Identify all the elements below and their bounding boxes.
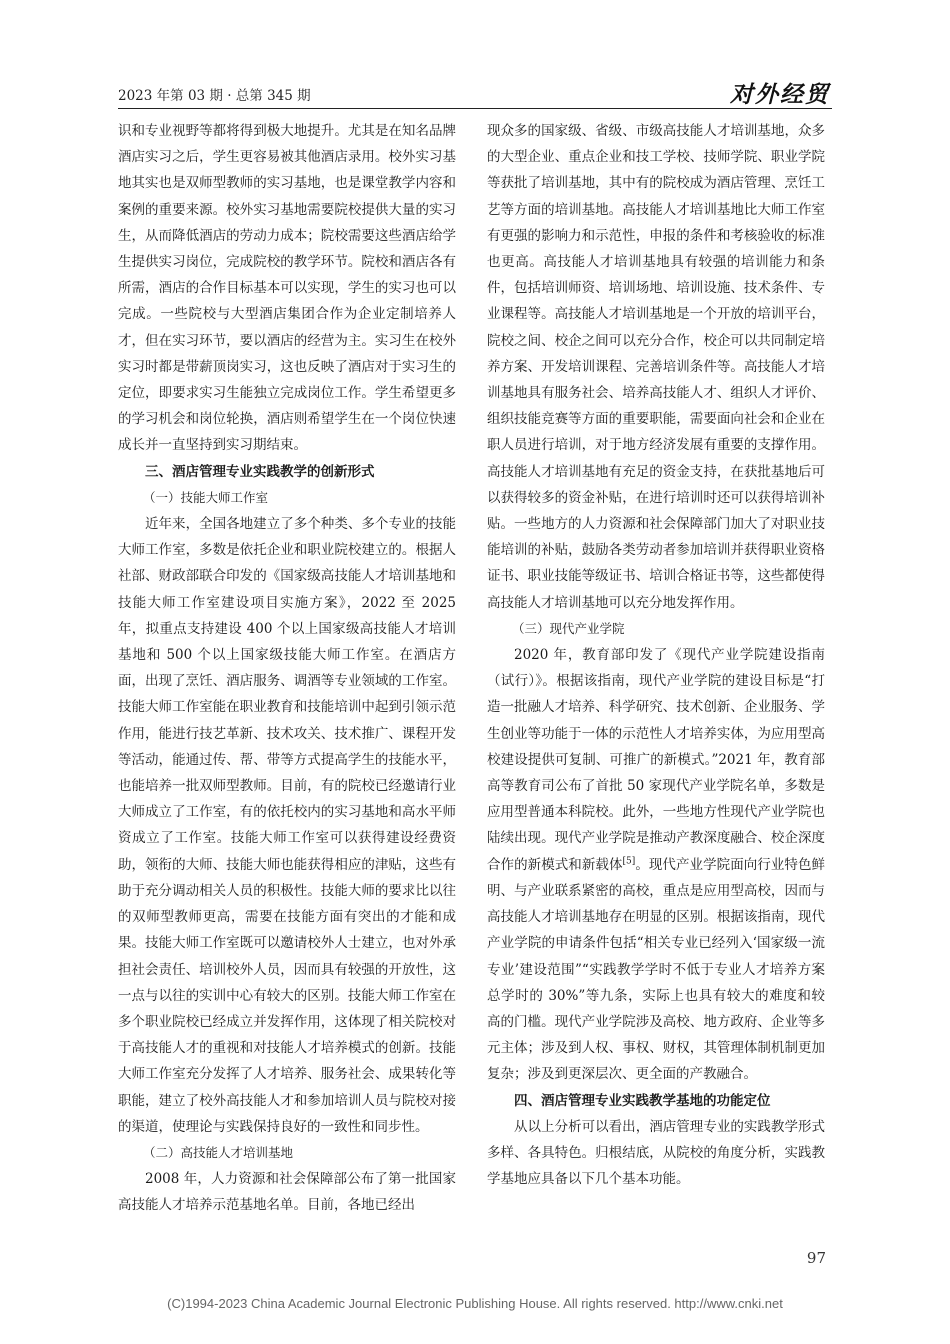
section-heading-4: 四、酒店管理专业实践教学基地的功能定位 (514, 1092, 771, 1109)
subsection-heading-2: （二）高技能人才培训基地 (143, 1144, 294, 1160)
paragraph-text: 。现代产业学院面向行业特色鲜明、与产业联系紧密的高校，重点是应用型高校，因而与高技能人才培训基地存在明显的区别。根据该指南，现代产业学院的申请条件包括“相关专业已经列入‘国家级一流专业’建设范围”“实践教学学时不低于专业人才培养方案总学时的 30%”等九条，实际上也具有较大的难度和较高的门槛。现代产业学院涉及高校、地方政府、企业等多元主体；涉及到人权、事权、财权，其管理体制机制更加复杂；涉及到更深层次、更全面的产教融合。 (487, 856, 826, 1083)
paragraph: 从以上分析可以看出，酒店管理专业的实践教学形式多样、各具特色。归根结底，从院校的角度分析，实践教学基地应具备以下几个基本功能。 (487, 1118, 825, 1188)
left-column (118, 118, 456, 1219)
header-divider (118, 108, 832, 109)
right-column (487, 118, 825, 1192)
reference-marker[interactable]: [5] (622, 856, 636, 867)
paragraph: 现众多的国家级、省级、市级高技能人才培训基地，众多的大型企业、重点企业和技工学校、技师学院、职业学院等获批了培训基地，其中有的院校成为酒店管理、烹饪工艺等方面的培训基地。高技能人才培训基地比大师工作室有更强的影响力和示范性，申报的条件和考核验收的标准也更高。高技能人才培训基地具有较强的培训能力和条件，包括培训师资、培训场地、培训设施、技术条件、专业课程等。高技能人才培训基地是一个开放的培训平台，院校之间、校企之间可以充分合作，校企可以共同制定培养方案、开发培训课程、完善培训条件等。高技能人才培训基地具有服务社会、培养高技能人才、组织人才评价、组织技能竞赛等方面的重要职能，需要面向社会和企业在职人员进行培训，对于地方经济发展有重要的支撑作用。高技能人才培训基地有充足的资金支持，在获批基地后可以获得较多的资金补贴，在进行培训时还可以获得培训补贴。一些地方的人力资源和社会保障部门加大了对职业技能培训的补贴，鼓励各类劳动者参加培训并获得职业资格证书、职业技能等级证书、培训合格证书等，这些都使得高技能人才培训基地可以充分地发挥作用。 (487, 123, 825, 611)
paragraph (487, 642, 825, 1087)
paragraph: 近年来，全国各地建立了多个种类、多个专业的技能大师工作室，多数是依托企业和职业院校建立的。根据人社部、财政部联合印发的《国家级高技能人才培训基地和技能大师工作室建设项目实施方案》，2022 至 2025 年，拟重点支持建设 400 个以上国家级高技能人才培训基地和 500 个以上国家级技能大师工作室。在酒店方面，出现了烹饪、酒店服务、调酒等专业领域的工作室。技能大师工作室能在职业教育和技能培训中起到引领示范作用，能进行技艺革新、技术攻关、技术推广、课程开发等活动，能通过传、帮、带等方式提高学生的技能水平，也能培养一批双师型教师。目前，有的院校已经邀请行业大师成立了工作室，有的依托校内的实习基地和高水平师资成立了工作室。技能大师工作室可以获得建设经费资助，领衔的大师、技能大师也能获得相应的津贴，这些有助于充分调动相关人员的积极性。技能大师的要求比以往的双师型教师更高，需要在技能方面有突出的才能和成果。技能大师工作室既可以邀请校外人士建立，也对外承担社会责任、培训校外人员，因而具有较强的开放性，这一点与以往的实训中心有较大的区别。技能大师工作室在多个职业院校已经成立并发挥作用，这体现了相关院校对于高技能人才的重视和对技能人才培养模式的创新。技能大师工作室充分发挥了人才培养、服务社会、成果转化等职能，建立了校外高技能人才和参加培训人员与院校对接的渠道，使理论与实践保持良好的一致性和同步性。 (118, 516, 456, 1135)
subsection-heading-1: （一）技能大师工作室 (143, 489, 269, 505)
paragraph: 2008 年，人力资源和社会保障部公布了第一批国家高技能人才培养示范基地名单。目前，各地已经出 (118, 1171, 456, 1214)
paragraph-text: 2020 年，教育部印发了《现代产业学院建设指南（试行）》。根据该指南，现代产业学院的建设目标是“打造一批融人才培养、科学研究、技术创新、企业服务、学生创业等功能于一体的示范性人才培养实体，为应用型高校建设提供可复制、可推广的新模式。”2021 年，教育部高等教育司公布了首批 50 家现代产业学院名单，多数是应用型普通本科院校。此外，一些地方性现代产业学院也陆续出现。现代产业学院是推动产教深度融合、校企深度合作的新模式和新载体 (487, 647, 825, 873)
issue-info: 2023 年第 03 期 · 总第 345 期 (118, 88, 311, 104)
subsection-heading-3: （三）现代产业学院 (512, 620, 625, 636)
copyright-footer: (C)1994-2023 China Academic Journal Electronic Publishing House. All rights reserved. http://www.cnki.net (167, 1296, 783, 1311)
section-heading-3: 三、酒店管理专业实践教学的创新形式 (145, 463, 375, 480)
paragraph: 识和专业视野等都将得到极大地提升。尤其是在知名品牌酒店实习之后，学生更容易被其他酒店录用。校外实习基地其实也是双师型教师的实习基地，也是课堂教学内容和案例的重要来源。校外实习基地需要院校提供大量的实习生，从而降低酒店的劳动力成本；院校需要这些酒店给学生提供实习岗位，完成院校的教学环节。院校和酒店各有所需，酒店的合作目标基本可以实现，学生的实习也可以完成。一些院校与大型酒店集团合作为企业定制培养人才，但在实习环节，要以酒店的经营为主。实习生在校外实习时都是带薪顶岗实习，这也反映了酒店对于实习生的定位，即要求实习生能独立完成岗位工作。学生希望更多的学习机会和岗位轮换，酒店则希望学生在一个岗位快速成长并一直坚持到实习期结束。 (118, 123, 456, 454)
journal-logo: 对外经贸 (730, 81, 830, 108)
page-number: 97 (806, 1249, 826, 1267)
